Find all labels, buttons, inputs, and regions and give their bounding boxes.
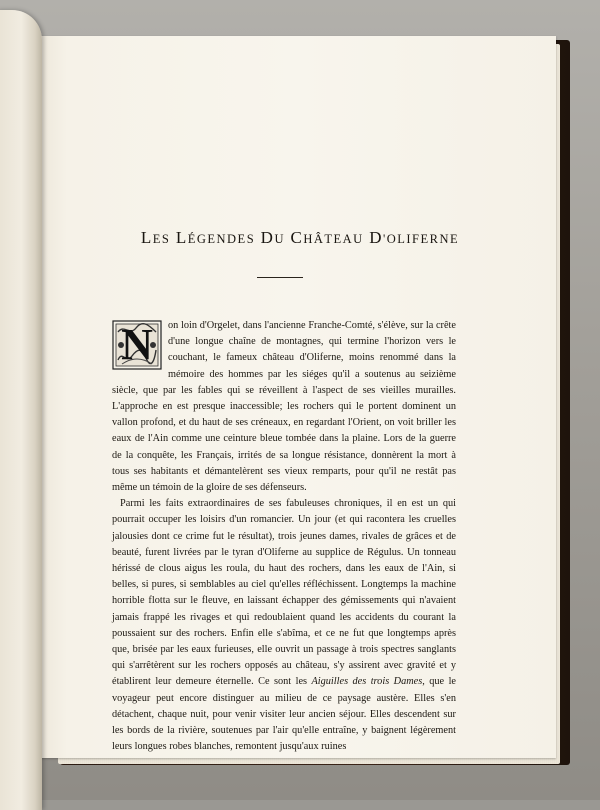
paragraph-2: [112, 496, 456, 755]
ornate-drop-cap: [112, 320, 162, 370]
paragraph-2-text-start: Parmi les faits extraordinaires de ses fabuleuses chroniques, il en est un qui pourrait occuper les loisirs d'un romancier. Un jour (et qui racontera les cruelles jalousies dont ce crime fut le résultat), trois jeunes dames, rivales de grâces et de beauté, furent livrées par le tyran d'Oliferne au supplice de Régulus. Un tonneau hérissé de clous aigus les roula, du haut des rochers, dans les eaux de l'Ain, si belles, si pures, si semblables au ciel qu'elles réfléchissent. Longtemps la machine horrible flotta sur le fleuve, en laissant échapper des gémissements qui n'avaient jamais frappé les rivages et qui redoublaient quand les accidents du courant la poussaient sur des rochers. Enfin elle s'abîma, et ce ne fut que longtemps après que, brisée par les eaux furieuses, elle ouvrit un passage à trois spectres sanglants qui s'arrêtèrent sur les rochers opposés au château, s'y assirent avec gravité et y établirent leur demeure éternelle. Ce sont les: [112, 498, 456, 688]
drop-cap-letter: N: [121, 320, 153, 369]
body-text: [112, 318, 456, 755]
title-rule: [257, 277, 303, 278]
left-page-curl: [0, 10, 42, 810]
paragraph-1-text: on loin d'Orgelet, dans l'ancienne Franche-Comté, s'élève, sur la crête d'une longue chaîne de montagnes, qui termine l'horizon vers le couchant, le fameux château d'Oliferne, moins renommé dans la mémoire des hommes par les siéges qu'il a soutenus au seizième siècle, que par les fables qui se réveillent à l'aspect de ses vieilles murailles. L'approche en est presque inaccessible; les rochers qui le portent dominent un vallon profond, et du haut de ses créneaux, en regardant l'Orient, on voit briller les eaux de l'Ain comme une ceinture bleue tombée dans la plaine. Lors de la guerre de la conquête, les Français, irrités de sa longue résistance, donnèrent la mort à tous ses habitants et démantelèrent ses vieux remparts, pour qu'il ne restât pas même un témoin de la gloire de ses défenseurs.: [112, 320, 456, 494]
paragraph-2-italic: Aiguilles des trois Dames: [311, 676, 423, 688]
chapter-title: LES LÉGENDES DU CHÂTEAU D'OLIFERNE: [140, 228, 460, 247]
paragraph-1: [112, 318, 456, 496]
paragraph-2-text-end: , que le voyageur peut encore distinguer au milieu de ce paysage austère. Elles s'en détachent, chaque nuit, pour venir visiter leur ancien séjour. Elles descendent sur les bords de la rivière, soutenues par l'air qu'elle entraîne, y baignent légèrement leurs longues robes blanches, remontent jusqu'aux ruines: [112, 676, 457, 753]
